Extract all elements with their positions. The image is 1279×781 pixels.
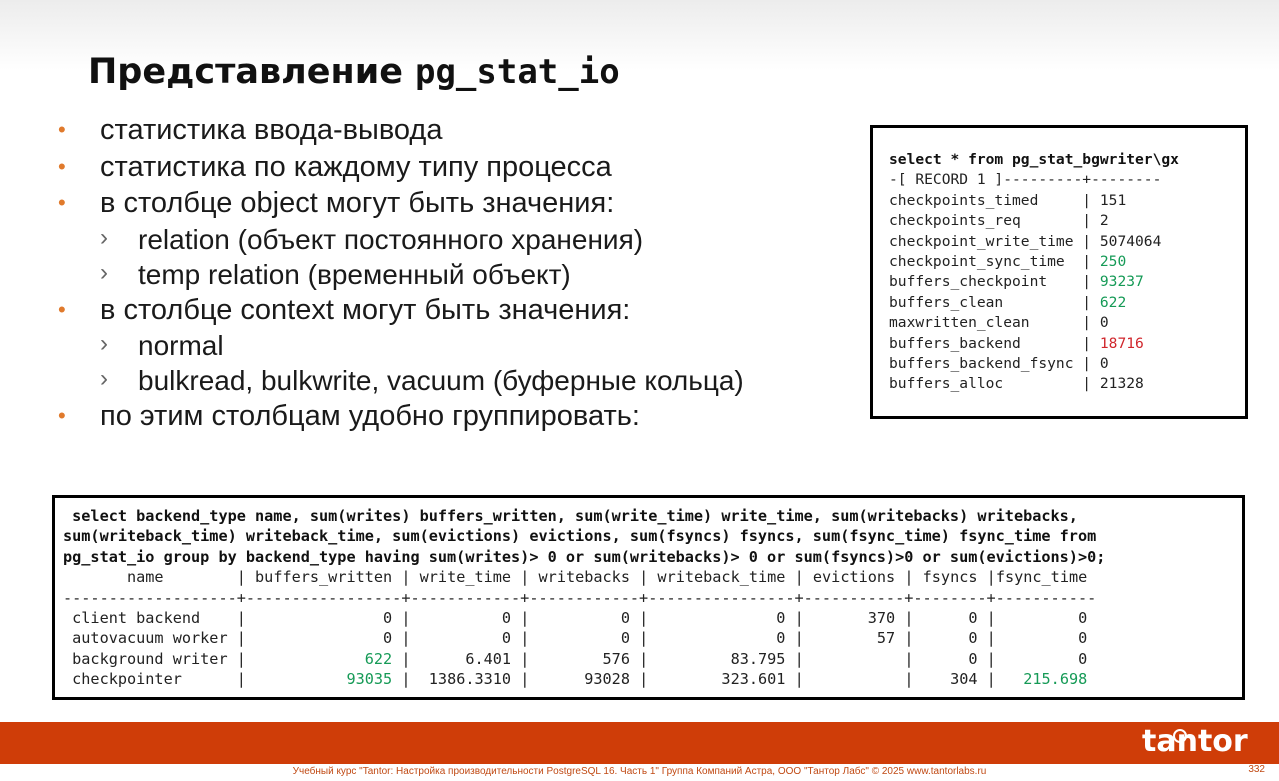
stat-name: buffers_backend xyxy=(889,334,1021,352)
stat-row: buffers_alloc | 21328 xyxy=(889,375,1144,393)
column-header: buffers_written xyxy=(245,568,402,587)
cell-writeback-time: 83.795 xyxy=(648,649,795,668)
query-line: select backend_type name, sum(writes) buffers_written, sum(write_time) write_time, sum(writebacks) writebacks, xyxy=(63,507,1078,525)
stat-row: maxwritten_clean | 0 xyxy=(889,314,1109,332)
bullet-text: normal xyxy=(138,330,224,361)
bullet-item xyxy=(58,149,848,186)
stat-row: buffers_backend | 18716 xyxy=(889,334,1144,352)
query-line: pg_stat_io group by backend_type having sum(writes)> 0 or sum(writebacks)> 0 or sum(fsyncs)>0 or sum(evictions)>0; xyxy=(63,547,1106,566)
stat-name: buffers_clean xyxy=(889,293,1004,311)
stat-value: 0 xyxy=(1099,354,1109,372)
cell-write-time: 0 xyxy=(410,629,521,648)
code-query: select * from pg_stat_bgwriter\gx xyxy=(889,151,1179,168)
stat-value: 250 xyxy=(1099,252,1127,270)
cell-buffers-written: 0 xyxy=(245,608,402,627)
cell-write-time: 6.401 xyxy=(410,649,521,668)
cell-writebacks: 93028 xyxy=(529,670,640,689)
cell-writeback-time: 0 xyxy=(648,608,795,627)
stat-row: checkpoint_write_time | 5074064 xyxy=(889,232,1162,250)
pg-stat-io-code-box xyxy=(52,495,1245,700)
cell-writeback-time: 323.601 xyxy=(648,670,795,689)
cell-fsyncs: 0 xyxy=(913,629,987,648)
cell-buffers-written: 93035 xyxy=(245,670,402,689)
cell-name: autovacuum worker xyxy=(63,629,237,648)
bullet-item xyxy=(58,398,848,435)
column-header: write_time xyxy=(410,568,521,587)
bullet-dot-icon: • xyxy=(58,153,66,179)
bullet-item xyxy=(58,222,848,257)
stat-row: checkpoint_sync_time | 250 xyxy=(889,252,1127,270)
cell-name: checkpointer xyxy=(63,670,237,689)
stat-name: checkpoints_timed xyxy=(889,191,1039,209)
page-number: 332 xyxy=(1248,764,1265,775)
bullet-text: статистика ввода-вывода xyxy=(100,114,443,146)
stat-value: 21328 xyxy=(1099,375,1144,393)
bgwriter-code-box xyxy=(870,125,1248,419)
cell-evictions xyxy=(804,650,905,668)
chevron-right-icon: › xyxy=(100,330,108,357)
cell-write-time: 1386.3310 xyxy=(410,670,521,689)
bullet-item xyxy=(58,257,848,292)
stat-value: 151 xyxy=(1099,191,1127,209)
result-row: client backend | 0 | 0 | 0 | 0 | 370 | 0 | 0 xyxy=(63,608,1097,627)
column-header: evictions xyxy=(803,568,905,587)
stat-row: buffers_checkpoint | 93237 xyxy=(889,273,1144,291)
bullet-list xyxy=(58,112,848,435)
stat-name: maxwritten_clean xyxy=(889,314,1030,332)
footer-text: Учебный курс "Tantor: Настройка производительности PostgreSQL 16. Часть 1" Группа Компаний Астра, ООО "Тантор Лабс" © 2025 www.tantorlabs.ru xyxy=(292,766,987,777)
stat-name: buffers_backend_fsync xyxy=(889,354,1074,372)
result-row: autovacuum worker | 0 | 0 | 0 | 0 | 57 | 0 | 0 xyxy=(63,629,1097,648)
bullet-item xyxy=(58,363,848,398)
result-header: name | buffers_written | write_time | writebacks | writeback_time | evictions | fsyncs |fsync_time xyxy=(63,568,1097,587)
column-header: fsyncs xyxy=(913,568,987,587)
stat-name: checkpoint_write_time xyxy=(889,232,1074,250)
bullet-item xyxy=(58,328,848,363)
stat-name: buffers_checkpoint xyxy=(889,273,1048,291)
cell-fsync-time: 215.698 xyxy=(995,670,1097,689)
cell-evictions: 370 xyxy=(803,608,905,627)
column-header: name xyxy=(63,568,237,587)
cell-fsyncs: 0 xyxy=(913,608,987,627)
stat-value: 622 xyxy=(1099,293,1127,311)
cell-name: client backend xyxy=(63,608,237,627)
title-code: pg_stat_io xyxy=(414,52,620,92)
result-separator: -------------------+-----------------+------------+------------+----------------+-----------+--------+----------- xyxy=(63,588,1097,607)
cell-writebacks: 0 xyxy=(529,629,640,648)
stat-value: 93237 xyxy=(1099,273,1144,291)
cell-fsync-time: 0 xyxy=(995,608,1097,627)
bullet-text: bulkread, bulkwrite, vacuum (буферные кольца) xyxy=(138,365,744,396)
slide-title xyxy=(88,52,620,92)
bullet-item xyxy=(58,185,848,222)
cell-buffers-written: 0 xyxy=(245,629,402,648)
cell-fsyncs: 0 xyxy=(913,649,987,668)
stat-name: checkpoint_sync_time xyxy=(889,252,1065,270)
cell-fsync-time: 0 xyxy=(995,629,1097,648)
bullet-text: статистика по каждому типу процесса xyxy=(100,150,612,183)
footer-bar xyxy=(0,722,1279,764)
cell-evictions xyxy=(804,670,905,688)
cell-name: background writer xyxy=(63,649,237,668)
pg-stat-io-code xyxy=(63,506,1105,690)
column-header: writeback_time xyxy=(648,568,795,587)
stat-value: 5074064 xyxy=(1099,232,1162,250)
stat-row: checkpoints_req | 2 xyxy=(889,212,1109,230)
stat-value: 2 xyxy=(1099,212,1109,230)
chevron-right-icon: › xyxy=(100,258,108,286)
title-text: Представление xyxy=(88,52,403,92)
bullet-dot-icon: • xyxy=(58,403,66,428)
bullet-text: в столбце context могут быть значения: xyxy=(100,293,631,326)
stat-value: 0 xyxy=(1099,314,1109,332)
bullet-text: relation (объект постоянного хранения) xyxy=(138,223,644,255)
chevron-right-icon: › xyxy=(100,223,108,251)
tantor-logo: tantor xyxy=(1142,724,1248,759)
cell-writebacks: 576 xyxy=(529,649,640,668)
column-header: writebacks xyxy=(529,568,640,587)
cell-writeback-time: 0 xyxy=(648,629,795,648)
query-line: sum(writeback_time) writeback_time, sum(evictions) evictions, sum(fsyncs) fsyncs, sum(fsync_time) fsync_time from xyxy=(63,527,1097,546)
record-header: -[ RECORD 1 ]---------+-------- xyxy=(889,171,1162,189)
bgwriter-code xyxy=(889,150,1179,395)
result-row: background writer | 622 | 6.401 | 576 | 83.795 | | 0 | 0 xyxy=(63,649,1097,668)
bullet-text: temp relation (временный объект) xyxy=(138,258,571,290)
bullet-item xyxy=(58,292,848,329)
bullet-item xyxy=(58,112,848,149)
cell-evictions: 57 xyxy=(803,629,905,648)
column-header: fsync_time xyxy=(995,568,1097,587)
stat-value: 18716 xyxy=(1099,334,1144,352)
stat-row: buffers_backend_fsync | 0 xyxy=(889,354,1109,372)
bullet-dot-icon: • xyxy=(58,117,66,142)
stat-name: checkpoints_req xyxy=(889,212,1021,230)
bullet-text: в столбце object могут быть значения: xyxy=(100,187,615,219)
chevron-right-icon: › xyxy=(100,365,108,392)
cell-fsync-time: 0 xyxy=(995,649,1097,668)
result-row: checkpointer | 93035 | 1386.3310 | 93028 | 323.601 | | 304 | 215.698 xyxy=(63,670,1097,689)
stat-row: buffers_clean | 622 xyxy=(889,293,1127,311)
cell-fsyncs: 304 xyxy=(913,670,987,689)
stat-row: checkpoints_timed | 151 xyxy=(889,191,1127,209)
cell-write-time: 0 xyxy=(410,608,521,627)
bullet-dot-icon: • xyxy=(58,190,66,215)
bullet-text: по этим столбцам удобно группировать: xyxy=(100,400,640,432)
cell-writebacks: 0 xyxy=(529,608,640,627)
bullet-dot-icon: • xyxy=(58,296,66,322)
stat-name: buffers_alloc xyxy=(889,375,1004,393)
cell-buffers-written: 622 xyxy=(245,649,402,668)
